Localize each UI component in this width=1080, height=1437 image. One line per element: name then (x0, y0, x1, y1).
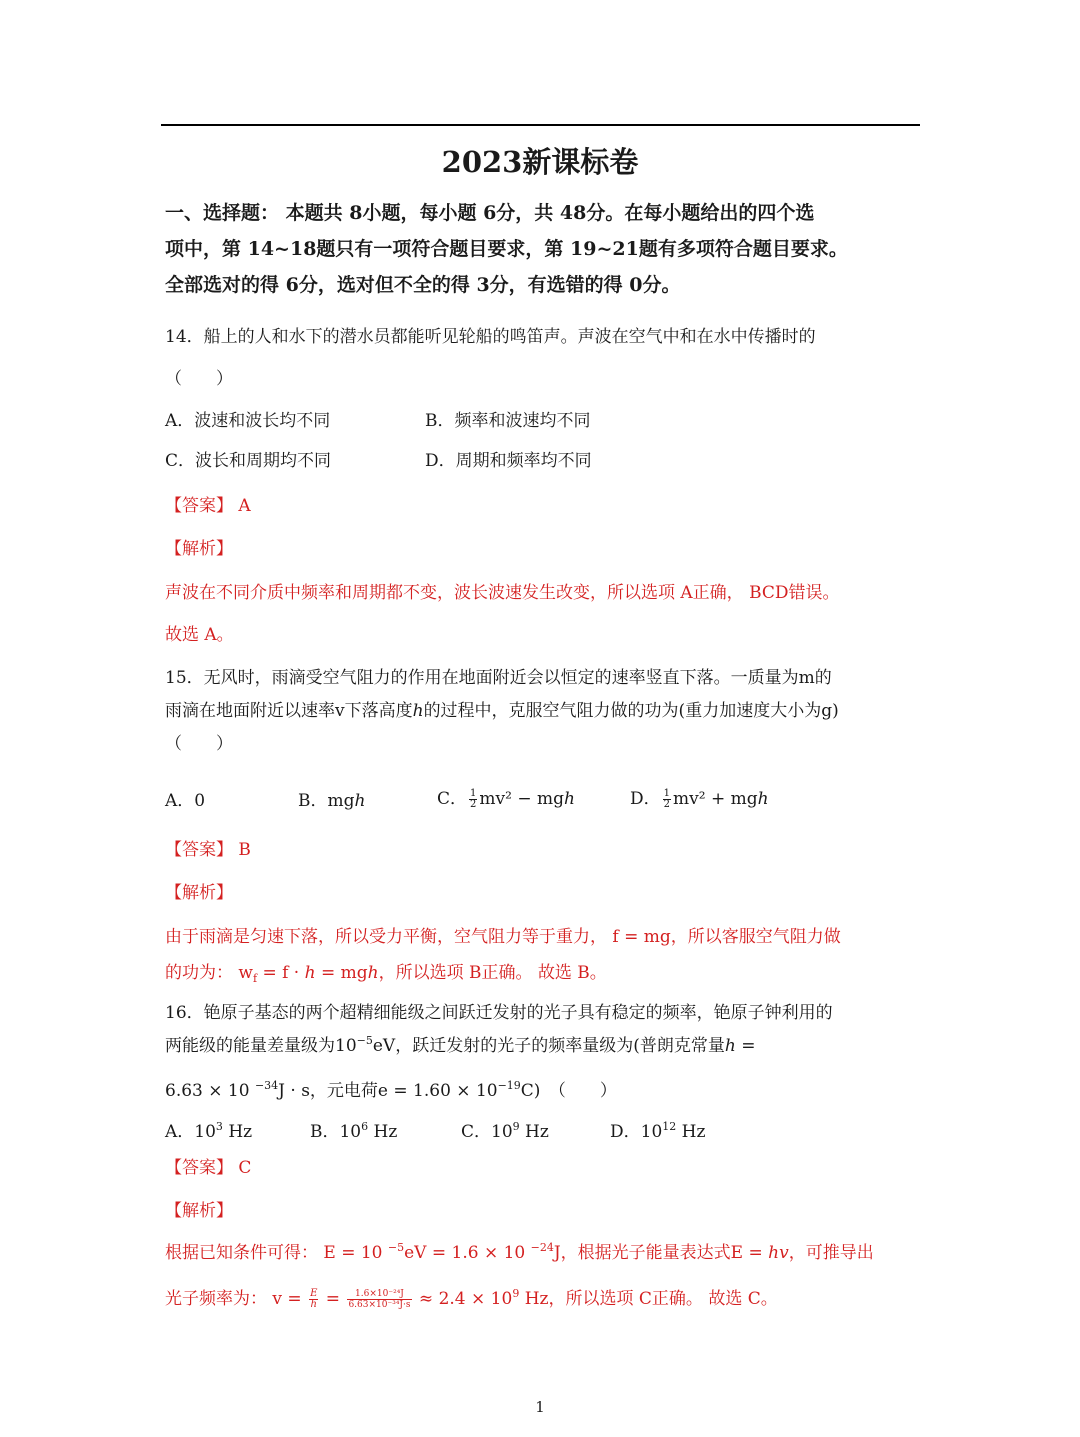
q14-option-a: A．波速和波长均不同 (165, 411, 331, 431)
header-rule (161, 124, 920, 126)
q16-option-b: B．$10^6$ Hz (310, 1120, 398, 1142)
page-title: 2023新课标卷 (441, 145, 639, 179)
q14-answer-row (165, 495, 251, 517)
q16-answer: C (238, 1158, 252, 1178)
e-over-h-fraction: $\frac{E}{h}$ (310, 1288, 318, 1310)
q15-option-b: B．mgh (298, 791, 366, 811)
q15-option-c: C． $\frac{1}{2}$ mv² − mgh (437, 788, 575, 810)
section-intro-line1: 一、选择题： 本题共 8小题，每小题 6分，共 48分。在每小题给出的四个选 (165, 202, 815, 224)
q15-stem-line1: 15．无风时，雨滴受空气阻力的作用在地面附近会以恒定的速率竖直下落。一质量为m的 (165, 668, 832, 688)
q16-option-c: C．$10^9$ Hz (461, 1120, 549, 1142)
q14-option-b: B．频率和波速均不同 (425, 411, 591, 431)
q15-stem-line3: （ ） (165, 734, 233, 754)
q14-option-d: D．周期和频率均不同 (425, 451, 592, 471)
q15-analysis-line2: 的功为： $w_f = f \cdot h$ = mgh，所以选项 B正确。 故选 B。 (165, 963, 607, 985)
half-fraction: $\frac{1}{2}$ (470, 788, 477, 810)
q16-stem-line3: 6.63 × 10 $^{-34}$J · s，元电荷$e = 1.60 \times 10^{-19}C$) （ ） (165, 1079, 617, 1101)
q14-stem-line2: （ ） (165, 369, 233, 389)
q16-answer-row (165, 1157, 251, 1179)
q15-answer: B (238, 840, 251, 860)
value-fraction: $\frac{\text{1.6×10⁻²⁴J}}{\text{6.63×10⁻³⁴J·s}}$ (348, 1289, 411, 1310)
q14-analysis-label: 【解析】 (165, 539, 233, 559)
q14-answer: A (238, 496, 251, 516)
q16-stem-line2: 两能级的能量差量级为$10^{-5}eV$，跃迁发射的光子的频率量级为(普朗克常量h = (165, 1034, 756, 1056)
q15-analysis-label: 【解析】 (165, 883, 233, 903)
half-fraction: $\frac{1}{2}$ (663, 788, 671, 810)
q15-option-d: D． $\frac{1}{2}$ mv² + mgh (630, 788, 769, 810)
section-intro-line3: 全部选对的得 6分，选对但不全的得 3分，有选错的得 0分。 (165, 274, 681, 296)
q14-analysis-line2: 故选 A。 (165, 625, 234, 645)
answer-label: 【答案】 (165, 1158, 233, 1178)
q14-stem-line1: 14．船上的人和水下的潜水员都能听见轮船的鸣笛声。声波在空气中和在水中传播时的 (165, 327, 816, 347)
q15-answer-row (165, 839, 251, 861)
q15-stem-line2: 雨滴在地面附近以速率v下落高度h的过程中，克服空气阻力做的功为(重力加速度大小为g) (165, 701, 839, 721)
q16-analysis-line2: 光子频率为： v = $\frac{E}{h}$ = $\frac{\text{1.6×10⁻²⁴J}}{\text{6.63×10⁻³⁴J·s}}$ ≈ $2.4 \times 10^9$ Hz，所以选项 C正确。 故选 C。 (165, 1287, 778, 1310)
q16-stem-line1: 16．铯原子基态的两个超精细能级之间跃迁发射的光子具有稳定的频率，铯原子钟利用的 (165, 1003, 833, 1023)
section-intro-line2: 项中，第 14~18题只有一项符合题目要求，第 19~21题有多项符合题目要求。 (165, 238, 848, 260)
q16-analysis-label: 【解析】 (165, 1201, 233, 1221)
q16-analysis-line1: 根据已知条件可得： E = 10 $^{-5}$eV = 1.6 × 10 $^{-24}$J，根据光子能量表达式E = hv，可推导出 (165, 1241, 874, 1263)
page-number: 1 (535, 1398, 545, 1416)
answer-label: 【答案】 (165, 840, 233, 860)
q16-option-d: D．$10^{12}$ Hz (610, 1120, 706, 1142)
q14-option-c: C．波长和周期均不同 (165, 451, 332, 471)
answer-label: 【答案】 (165, 496, 233, 516)
q15-option-a: A．0 (165, 791, 206, 811)
q14-analysis-line1: 声波在不同介质中频率和周期都不变，波长波速发生改变，所以选项 A正确， BCD错误。 (165, 583, 840, 603)
q15-analysis-line1: 由于雨滴是匀速下落，所以受力平衡，空气阻力等于重力， f = mg，所以客服空气阻力做 (165, 927, 841, 947)
q16-option-a: A．$10^3$ Hz (165, 1120, 253, 1142)
